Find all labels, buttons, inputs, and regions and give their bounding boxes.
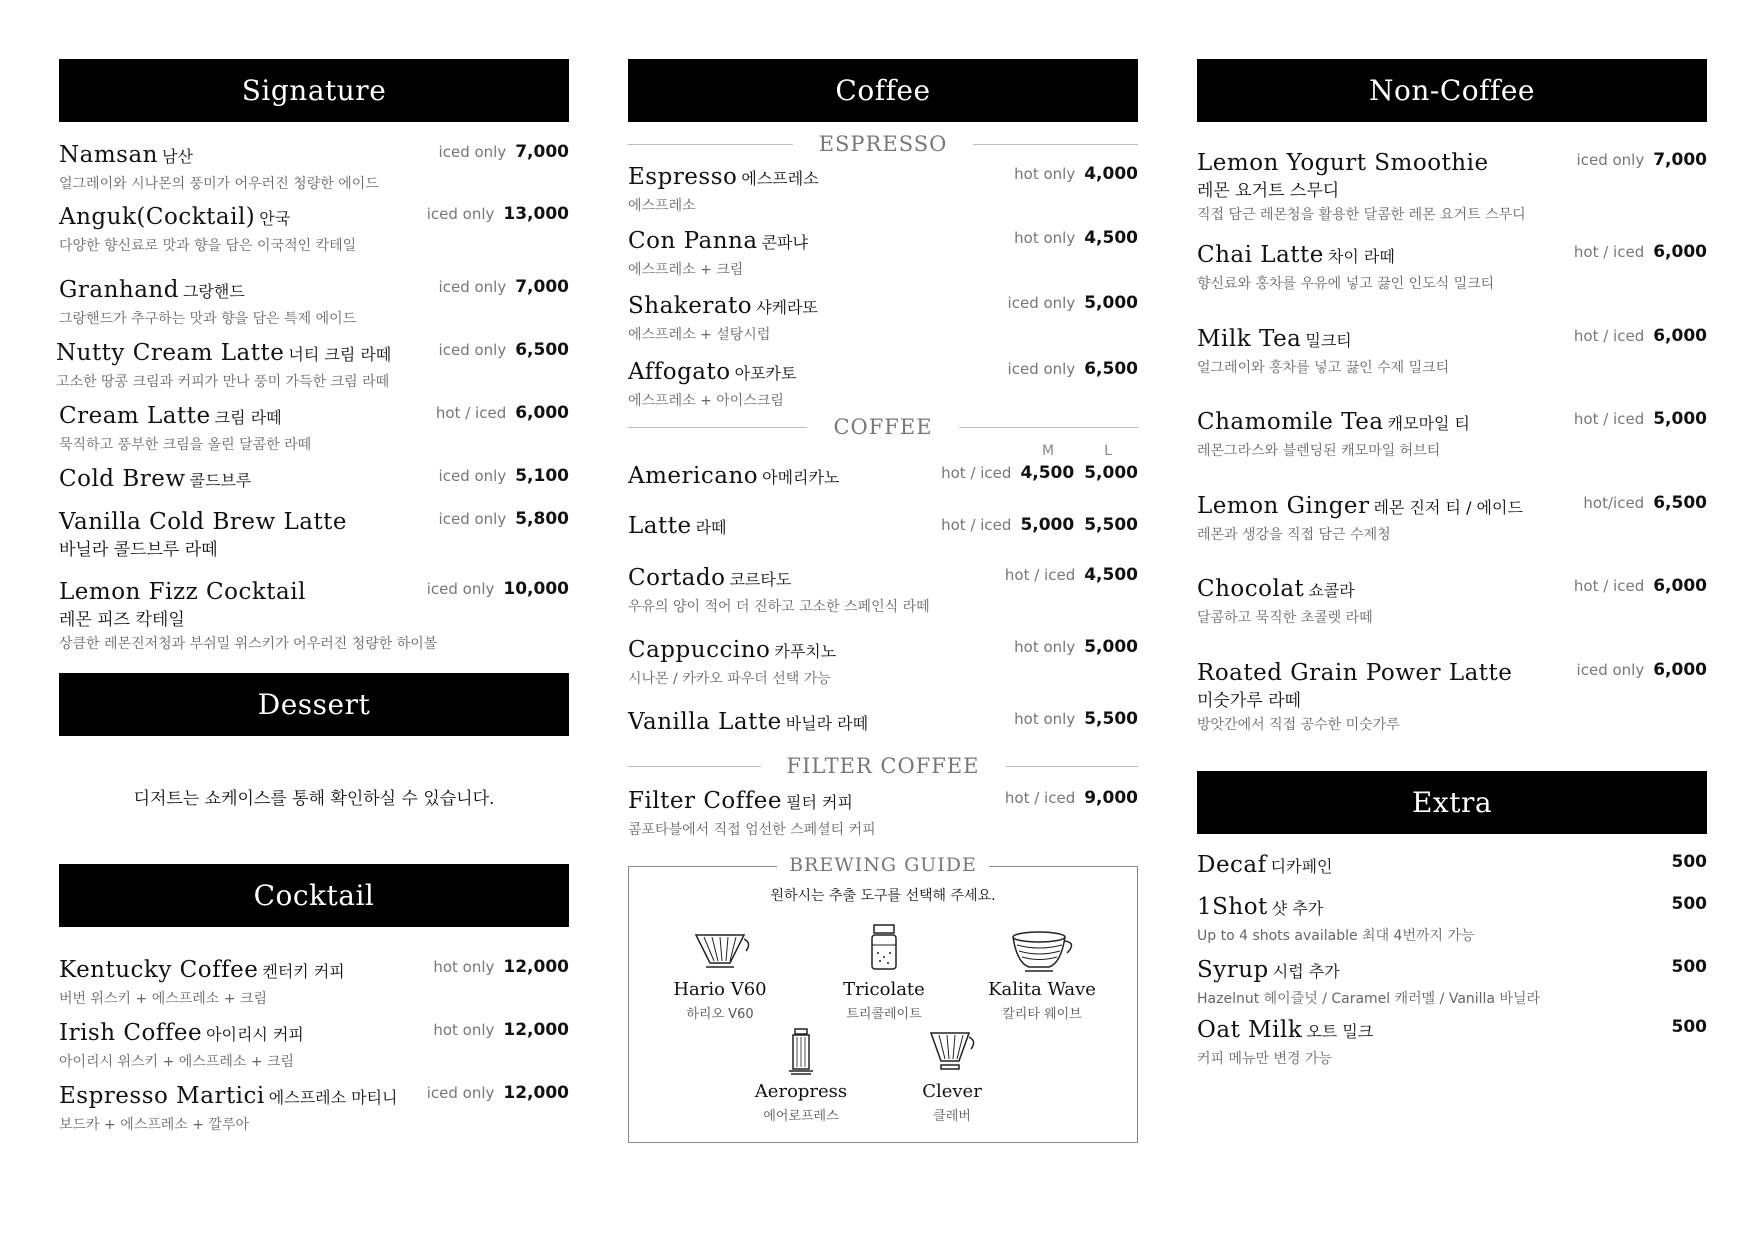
- item-price: 6,000: [515, 403, 569, 423]
- tool-kalita-wave: [967, 929, 1117, 1022]
- item-name: Espresso: [628, 164, 738, 190]
- item-price: 6,500: [515, 340, 569, 360]
- item-price: 6,500: [1084, 359, 1138, 379]
- item-price: 500: [1671, 1017, 1707, 1037]
- item-temp: iced only: [426, 205, 495, 223]
- item-temp: hot / iced: [1004, 566, 1076, 584]
- item-desc: 상큼한 레몬진저청과 부쉬밀 위스키가 어우러진 청량한 하이볼: [59, 636, 438, 652]
- item-kor: 아이리시 커피: [206, 1025, 304, 1044]
- item-desc: 향신료와 홍차를 우유에 넣고 끓인 인도식 밀크티: [1197, 276, 1495, 292]
- item-name: Syrup: [1197, 957, 1269, 983]
- item-kor: 차이 라떼: [1327, 247, 1395, 266]
- tool-kor: 트리콜레이트: [846, 1007, 922, 1022]
- item-desc: 얼그레이와 시나몬의 풍미가 어우러진 청량한 에이드: [59, 176, 379, 192]
- item-name: Shakerato: [628, 293, 753, 319]
- menu-item-chamomile-tea: [1197, 407, 1707, 491]
- item-desc: 달콤하고 묵직한 초콜렛 라떼: [1197, 610, 1373, 626]
- menu-item-lemon-fizz-cocktail: [59, 577, 569, 673]
- item-desc: 시나몬 / 카카오 파우더 선택 가능: [628, 671, 831, 687]
- item-price: 12,000: [503, 1020, 569, 1040]
- item-name: Chamomile Tea: [1197, 409, 1384, 435]
- menu-item-cream-latte: [59, 401, 569, 464]
- extra-item-decaf: [1197, 850, 1707, 892]
- item-price: 13,000: [503, 204, 569, 224]
- aeropress-icon: [786, 1027, 816, 1077]
- item-kor: 바닐라 콜드브루 라떼: [59, 540, 218, 560]
- item-temp: hot / iced: [1573, 243, 1645, 261]
- item-name: Cream Latte: [59, 403, 211, 429]
- item-kor: 콜드브루: [189, 471, 252, 490]
- item-price: 7,000: [1653, 150, 1707, 170]
- item-desc: 에스프레소 + 크림: [628, 262, 744, 278]
- item-temp: hot / iced: [1573, 327, 1645, 345]
- extra-banner: Extra: [1197, 771, 1707, 834]
- menu-item-latte: [628, 511, 1138, 563]
- item-kor: 레몬 진저 티 / 에이드: [1373, 498, 1523, 517]
- item-name: Lemon Fizz Cocktail: [59, 579, 306, 605]
- item-temp: hot / iced: [1573, 410, 1645, 428]
- item-kor: 라떼: [695, 518, 727, 537]
- tricolate-icon: [864, 923, 904, 975]
- extra-item-1shot: [1197, 892, 1707, 955]
- item-temp: iced only: [426, 580, 495, 598]
- item-price-l: 5,500: [1084, 515, 1138, 535]
- item-price: 6,000: [1653, 242, 1707, 262]
- item-price: 500: [1671, 894, 1707, 914]
- item-kor: 레몬 요거트 스무디: [1197, 181, 1340, 201]
- item-price: 12,000: [503, 957, 569, 977]
- item-desc: 얼그레이와 홍차를 넣고 끓인 수제 밀크티: [1197, 360, 1450, 376]
- menu-item-nutty-cream-latte: [56, 338, 569, 401]
- tool-hario-v60: [645, 929, 795, 1022]
- item-name: Irish Coffee: [59, 1020, 203, 1046]
- menu-item-cold-brew: [59, 464, 569, 507]
- item-name: Namsan: [59, 142, 158, 168]
- item-price: 4,000: [1084, 164, 1138, 184]
- item-name: Chocolat: [1197, 576, 1305, 602]
- coffee-subhead: COFFEE: [628, 413, 1138, 441]
- item-temp: iced only: [438, 143, 507, 161]
- item-name: Anguk(Cocktail): [59, 204, 256, 230]
- item-kor: 캐모마일 티: [1387, 414, 1470, 433]
- kalita-icon: [1007, 929, 1077, 975]
- item-price: 6,000: [1653, 660, 1707, 680]
- item-temp: iced only: [438, 467, 507, 485]
- item-kor: 바닐라 라떼: [785, 714, 869, 733]
- item-name: Lemon Yogurt Smoothie: [1197, 150, 1489, 176]
- menu-item-milk-tea: [1197, 324, 1707, 407]
- item-temp: iced only: [1007, 360, 1076, 378]
- item-desc: 에스프레소 + 아이스크림: [628, 393, 784, 409]
- item-name: Kentucky Coffee: [59, 957, 259, 983]
- item-name: Latte: [628, 513, 692, 539]
- item-price: 5,100: [515, 466, 569, 486]
- item-price: 10,000: [503, 579, 569, 599]
- item-desc: 에스프레소: [628, 198, 696, 214]
- item-temp: iced only: [1576, 151, 1645, 169]
- menu-item-lemon-yogurt-smoothie: [1197, 148, 1707, 240]
- item-price: 5,500: [1084, 709, 1138, 729]
- item-price: 7,000: [515, 277, 569, 297]
- signature-banner: Signature: [59, 59, 569, 122]
- menu-item-vanilla-cold-brew-latte: [59, 507, 569, 577]
- brewing-guide-subtitle: 원하시는 추출 도구를 선택해 주세요.: [770, 888, 996, 904]
- item-name: Filter Coffee: [628, 788, 783, 814]
- item-kor: 밀크티: [1305, 331, 1352, 350]
- cocktail-banner: Cocktail: [59, 864, 569, 927]
- item-kor: 쇼콜라: [1308, 581, 1355, 600]
- tool-name: Aeropress: [754, 1081, 848, 1102]
- item-price: 4,500: [1084, 228, 1138, 248]
- item-desc: 레몬그라스와 블렌딩된 캐모마일 허브티: [1197, 443, 1441, 459]
- item-temp: hot/iced: [1583, 494, 1645, 512]
- item-price: 12,000: [503, 1083, 569, 1103]
- brewing-guide: [628, 854, 1138, 1143]
- extra-item-oat-milk: [1197, 1015, 1707, 1075]
- item-kor: 안국: [259, 209, 291, 228]
- item-name: Espresso Martici: [59, 1083, 265, 1109]
- menu-item-chocolat: [1197, 574, 1707, 658]
- item-kor: 에스프레소: [741, 169, 819, 188]
- item-name: Vanilla Latte: [628, 709, 782, 735]
- item-temp: hot / iced: [435, 404, 507, 422]
- non-coffee-banner: Non-Coffee: [1197, 59, 1707, 122]
- menu-item-irish-coffee: [59, 1018, 569, 1081]
- espresso-subhead: ESPRESSO: [628, 130, 1138, 158]
- item-name: Vanilla Cold Brew Latte: [59, 509, 348, 535]
- item-name: Chai Latte: [1197, 242, 1324, 268]
- item-price: 6,000: [1653, 576, 1707, 596]
- item-name: Cortado: [628, 565, 726, 591]
- item-name: Con Panna: [628, 228, 758, 254]
- item-kor: 콘파냐: [761, 233, 808, 252]
- item-temp: iced only: [426, 1084, 495, 1102]
- menu-item-cortado: [628, 563, 1138, 635]
- menu-item-granhand: [59, 275, 569, 338]
- item-price: 500: [1671, 957, 1707, 977]
- item-price: 500: [1671, 852, 1707, 872]
- item-price: 6,500: [1653, 493, 1707, 513]
- item-desc: 묵직하고 풍부한 크림을 올린 달콤한 라떼: [59, 437, 312, 453]
- item-desc: 직접 담근 레몬청을 활용한 달콤한 레몬 요거트 스무디: [1197, 207, 1526, 223]
- item-price-m: 4,500: [1020, 463, 1075, 483]
- menu-item-espresso-martici: [59, 1081, 569, 1141]
- item-price: 7,000: [515, 142, 569, 162]
- item-desc: 보드카 + 에스프레소 + 깔루아: [59, 1117, 250, 1133]
- clever-icon: [927, 1027, 977, 1077]
- menu-item-affogato: [628, 357, 1138, 413]
- tool-kor: 칼리타 웨이브: [1002, 1007, 1082, 1022]
- item-temp: hot / iced: [1004, 789, 1076, 807]
- item-kor: 오트 밀크: [1306, 1022, 1374, 1041]
- item-name: Roated Grain Power Latte: [1197, 660, 1513, 686]
- item-desc: 아이리시 위스키 + 에스프레소 + 크림: [59, 1054, 295, 1070]
- menu-item-lemon-ginger: [1197, 491, 1707, 574]
- menu-item-con-panna: [628, 226, 1138, 291]
- item-kor: 아포카토: [734, 364, 797, 383]
- menu-item-espresso: [628, 162, 1138, 226]
- tool-kor: 하리오 V60: [686, 1007, 754, 1022]
- item-price: 6,000: [1653, 326, 1707, 346]
- item-kor: 그랑핸드: [182, 282, 245, 301]
- item-name: Americano: [628, 463, 759, 489]
- item-name: Milk Tea: [1197, 326, 1302, 352]
- item-price: 4,500: [1084, 565, 1138, 585]
- menu-item-americano: [628, 443, 1138, 511]
- item-kor: 켄터키 커피: [262, 962, 345, 981]
- item-price-m: 5,000: [1020, 515, 1075, 535]
- item-price: 5,000: [1653, 409, 1707, 429]
- column-left: [56, 59, 569, 1141]
- item-desc: Up to 4 shots available 최대 4번까지 가능: [1197, 928, 1475, 944]
- item-kor: 카푸치노: [774, 642, 837, 661]
- item-kor: 너티 크림 라떼: [288, 345, 392, 364]
- item-kor: 샷 추가: [1271, 899, 1324, 918]
- item-temp: hot only: [433, 958, 495, 976]
- size-header: M L: [1041, 443, 1112, 459]
- item-desc: 레몬과 생강을 직접 담근 수제청: [1197, 527, 1391, 543]
- item-temp: hot only: [1014, 710, 1076, 728]
- item-name: Cold Brew: [59, 466, 186, 492]
- item-temp: iced only: [438, 278, 507, 296]
- item-kor: 남산: [161, 147, 193, 166]
- item-desc: 커피 메뉴만 변경 가능: [1197, 1051, 1333, 1067]
- item-price-l: 5,000: [1084, 463, 1138, 483]
- tool-name: Kalita Wave: [988, 979, 1096, 1000]
- item-name: Granhand: [59, 277, 179, 303]
- item-temp: iced only: [1576, 661, 1645, 679]
- item-desc: 버번 위스키 + 에스프레소 + 크림: [59, 991, 267, 1007]
- item-kor: 미숫가루 라떼: [1197, 691, 1301, 711]
- item-temp: hot / iced: [941, 516, 1012, 534]
- item-kor: 코르타도: [729, 570, 792, 589]
- tool-aeropress: [726, 1027, 876, 1124]
- item-desc: 고소한 땅콩 크림과 커피가 만나 풍미 가득한 크림 라떼: [56, 374, 390, 390]
- brewing-guide-title: BREWING GUIDE: [777, 854, 989, 876]
- menu-item-anguk: [59, 202, 569, 275]
- item-name: Cappuccino: [628, 637, 771, 663]
- item-desc: 콤포타블에서 직접 엄선한 스페셜티 커피: [628, 822, 876, 838]
- item-temp: iced only: [1007, 294, 1076, 312]
- menu-item-shakerato: [628, 291, 1138, 357]
- item-kor: 에스프레소 마티니: [268, 1088, 398, 1107]
- item-name: Nutty Cream Latte: [56, 340, 285, 366]
- item-temp: iced only: [438, 510, 507, 528]
- item-temp: hot only: [1014, 229, 1076, 247]
- item-kor: 레몬 피즈 칵테일: [59, 610, 185, 630]
- tool-name: Clever: [922, 1081, 982, 1102]
- item-name: 1Shot: [1197, 894, 1268, 920]
- coffee-banner: Coffee: [628, 59, 1138, 122]
- item-name: Lemon Ginger: [1197, 493, 1370, 519]
- tool-name: Hario V60: [673, 979, 767, 1000]
- item-price: 5,000: [1084, 293, 1138, 313]
- dripper-icon: [690, 929, 750, 975]
- tool-clever: [877, 1027, 1027, 1124]
- item-price: 5,800: [515, 509, 569, 529]
- item-temp: hot / iced: [1573, 577, 1645, 595]
- menu-item-namsan: [59, 140, 569, 202]
- column-right: [1197, 59, 1707, 1075]
- item-kor: 크림 라떼: [214, 408, 282, 427]
- item-kor: 아메리카노: [762, 468, 840, 487]
- tool-tricolate: [809, 923, 959, 1022]
- item-name: Decaf: [1197, 852, 1267, 878]
- item-desc: 우유의 양이 적어 더 진하고 고소한 스페인식 라떼: [628, 599, 930, 615]
- column-middle: [628, 59, 1138, 1143]
- menu-item-cappuccino: [628, 635, 1138, 707]
- item-temp: hot / iced: [941, 464, 1012, 482]
- item-name: Affogato: [628, 359, 731, 385]
- dessert-notice: 디저트는 쇼케이스를 통해 확인하실 수 있습니다.: [133, 789, 495, 809]
- tool-name: Tricolate: [843, 979, 925, 1000]
- item-kor: 샤케라또: [756, 298, 818, 317]
- item-temp: hot only: [1014, 638, 1076, 656]
- item-price: 9,000: [1084, 788, 1138, 808]
- item-kor: 디카페인: [1270, 857, 1333, 876]
- item-desc: 다양한 향신료로 맛과 향을 담은 이국적인 칵테일: [59, 238, 357, 254]
- item-name: Oat Milk: [1197, 1017, 1303, 1043]
- item-temp: iced only: [438, 341, 507, 359]
- item-desc: 에스프레소 + 설탕시럽: [628, 327, 771, 343]
- item-desc: Hazelnut 헤이즐넛 / Caramel 캐러멜 / Vanilla 바닐라: [1197, 991, 1541, 1007]
- extra-item-syrup: [1197, 955, 1707, 1015]
- item-kor: 시럽 추가: [1272, 962, 1340, 981]
- item-kor: 필터 커피: [786, 793, 853, 812]
- item-price: 5,000: [1084, 637, 1138, 657]
- menu-item-vanilla-latte: [628, 707, 1138, 752]
- tool-kor: 클레버: [933, 1109, 971, 1124]
- filter-coffee-subhead: FILTER COFFEE: [628, 752, 1138, 780]
- menu-item-roated-grain-power-latte: [1197, 658, 1707, 771]
- item-desc: 방앗간에서 직접 공수한 미숫가루: [1197, 717, 1400, 733]
- item-temp: hot only: [1014, 165, 1076, 183]
- menu-item-chai-latte: [1197, 240, 1707, 324]
- dessert-banner: Dessert: [59, 673, 569, 736]
- menu-item-kentucky-coffee: [59, 955, 569, 1018]
- tool-kor: 에어로프레스: [763, 1109, 839, 1124]
- item-temp: hot only: [433, 1021, 495, 1039]
- item-desc: 그랑핸드가 추구하는 맛과 향을 담은 특제 에이드: [59, 311, 357, 327]
